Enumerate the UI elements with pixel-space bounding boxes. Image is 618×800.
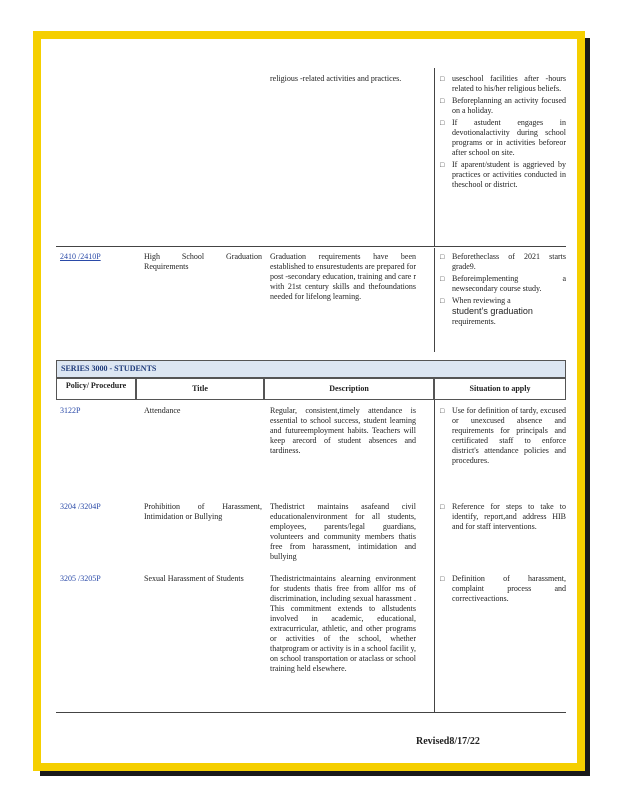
column-divider: [434, 248, 435, 352]
situation-item: □ Beforeimplementing a newsecondary course study.: [440, 274, 566, 294]
situation-item: □ Reference for steps to take to identify, report,and address HIB and for staff interventions.: [440, 502, 566, 532]
policy-description-3205: Thedistrictmaintains alearning environment for students thatis free from allfor ms of discrimination, including sexual harassment . This commitment extends to allstudents involved in academic, educational, extracurricular, athletic, and other programs or activities of the school, whether thatprogram or activity is in a school facilit y, on school transportation or ataclass or school training held elsewhere.: [270, 574, 416, 673]
policy-situations-2410: [440, 252, 566, 329]
header-situation: Situation to apply: [434, 378, 566, 400]
revised-date: Revised8/17/22: [416, 736, 480, 747]
situation-item: □ Use for definition of tardy, excused or unexcused absence and requirements for principals and certificated staff to enforce district's attendance policies and procedures.: [440, 406, 566, 466]
policy-situations-3122: [440, 406, 566, 468]
policy-title-3204: Prohibition of Harassment, Intimidation or Bullying: [144, 502, 262, 521]
policy-title-3122: Attendance: [144, 406, 181, 415]
situation-item: □ If aparent/student is aggrieved by practices or activities conducted in theschool or district.: [440, 160, 566, 190]
policy-description-3204: Thedistrict maintains asafeand civil educationalenvironment for all students, employees, parents/legal guardians, volunteers and community members thatis free from harassment, intimidation and bullying: [270, 502, 416, 561]
header-title: Title: [136, 378, 264, 400]
policy-title-2410: High School Graduation Requirements: [144, 252, 262, 271]
situation-item: □ When reviewing a student’s graduation requirements.: [440, 296, 566, 327]
series-heading: SERIES 3000 - STUDENTS: [56, 360, 566, 378]
policy-link-3122[interactable]: 3122P: [60, 406, 81, 415]
row-divider: [56, 246, 566, 247]
policy-link-2410[interactable]: 2410 /2410P: [60, 252, 101, 261]
policy-description-2410: Graduation requirements have been established to ensurestudents are prepared for post -secondary education, training and care r with 21st century skills and thefoundations needed for lifelong learning.: [270, 252, 416, 301]
column-divider: [434, 68, 435, 246]
header-policy: Policy/ Procedure: [56, 378, 136, 400]
table-bottom-rule: [56, 712, 566, 713]
policy-description-3122: Regular, consistent,timely attendance is essential to school success, student learning and futureemployment habits. Teachers will keep arecord of student absences and tardiness.: [270, 406, 416, 455]
situation-item: □ Definition of harassment, complaint process and correctiveactions.: [440, 574, 566, 604]
situation-item: □ useschool facilities after -hours related to his/her religious beliefs.: [440, 74, 566, 94]
header-description: Description: [264, 378, 434, 400]
policy-title-3205: Sexual Harassment of Students: [144, 574, 244, 583]
situation-item: □ Beforetheclass of 2021 starts grade9.: [440, 252, 566, 272]
situation-item: □ Beforeplanning an activity focused on a holiday.: [440, 96, 566, 116]
policy-link-3204[interactable]: 3204 /3204P: [60, 502, 101, 511]
policy-situations-3205: [440, 574, 566, 606]
policy-link-3205[interactable]: 3205 /3205P: [60, 574, 101, 583]
policy-situations-3204: [440, 502, 566, 534]
continuation-situations: [440, 74, 566, 192]
column-divider: [434, 400, 435, 712]
continuation-description: religious -related activities and practices.: [270, 74, 402, 83]
situation-item: □ If astudent engages in devotionalactivity during school programs or in activities beforeor after school on site.: [440, 118, 566, 158]
